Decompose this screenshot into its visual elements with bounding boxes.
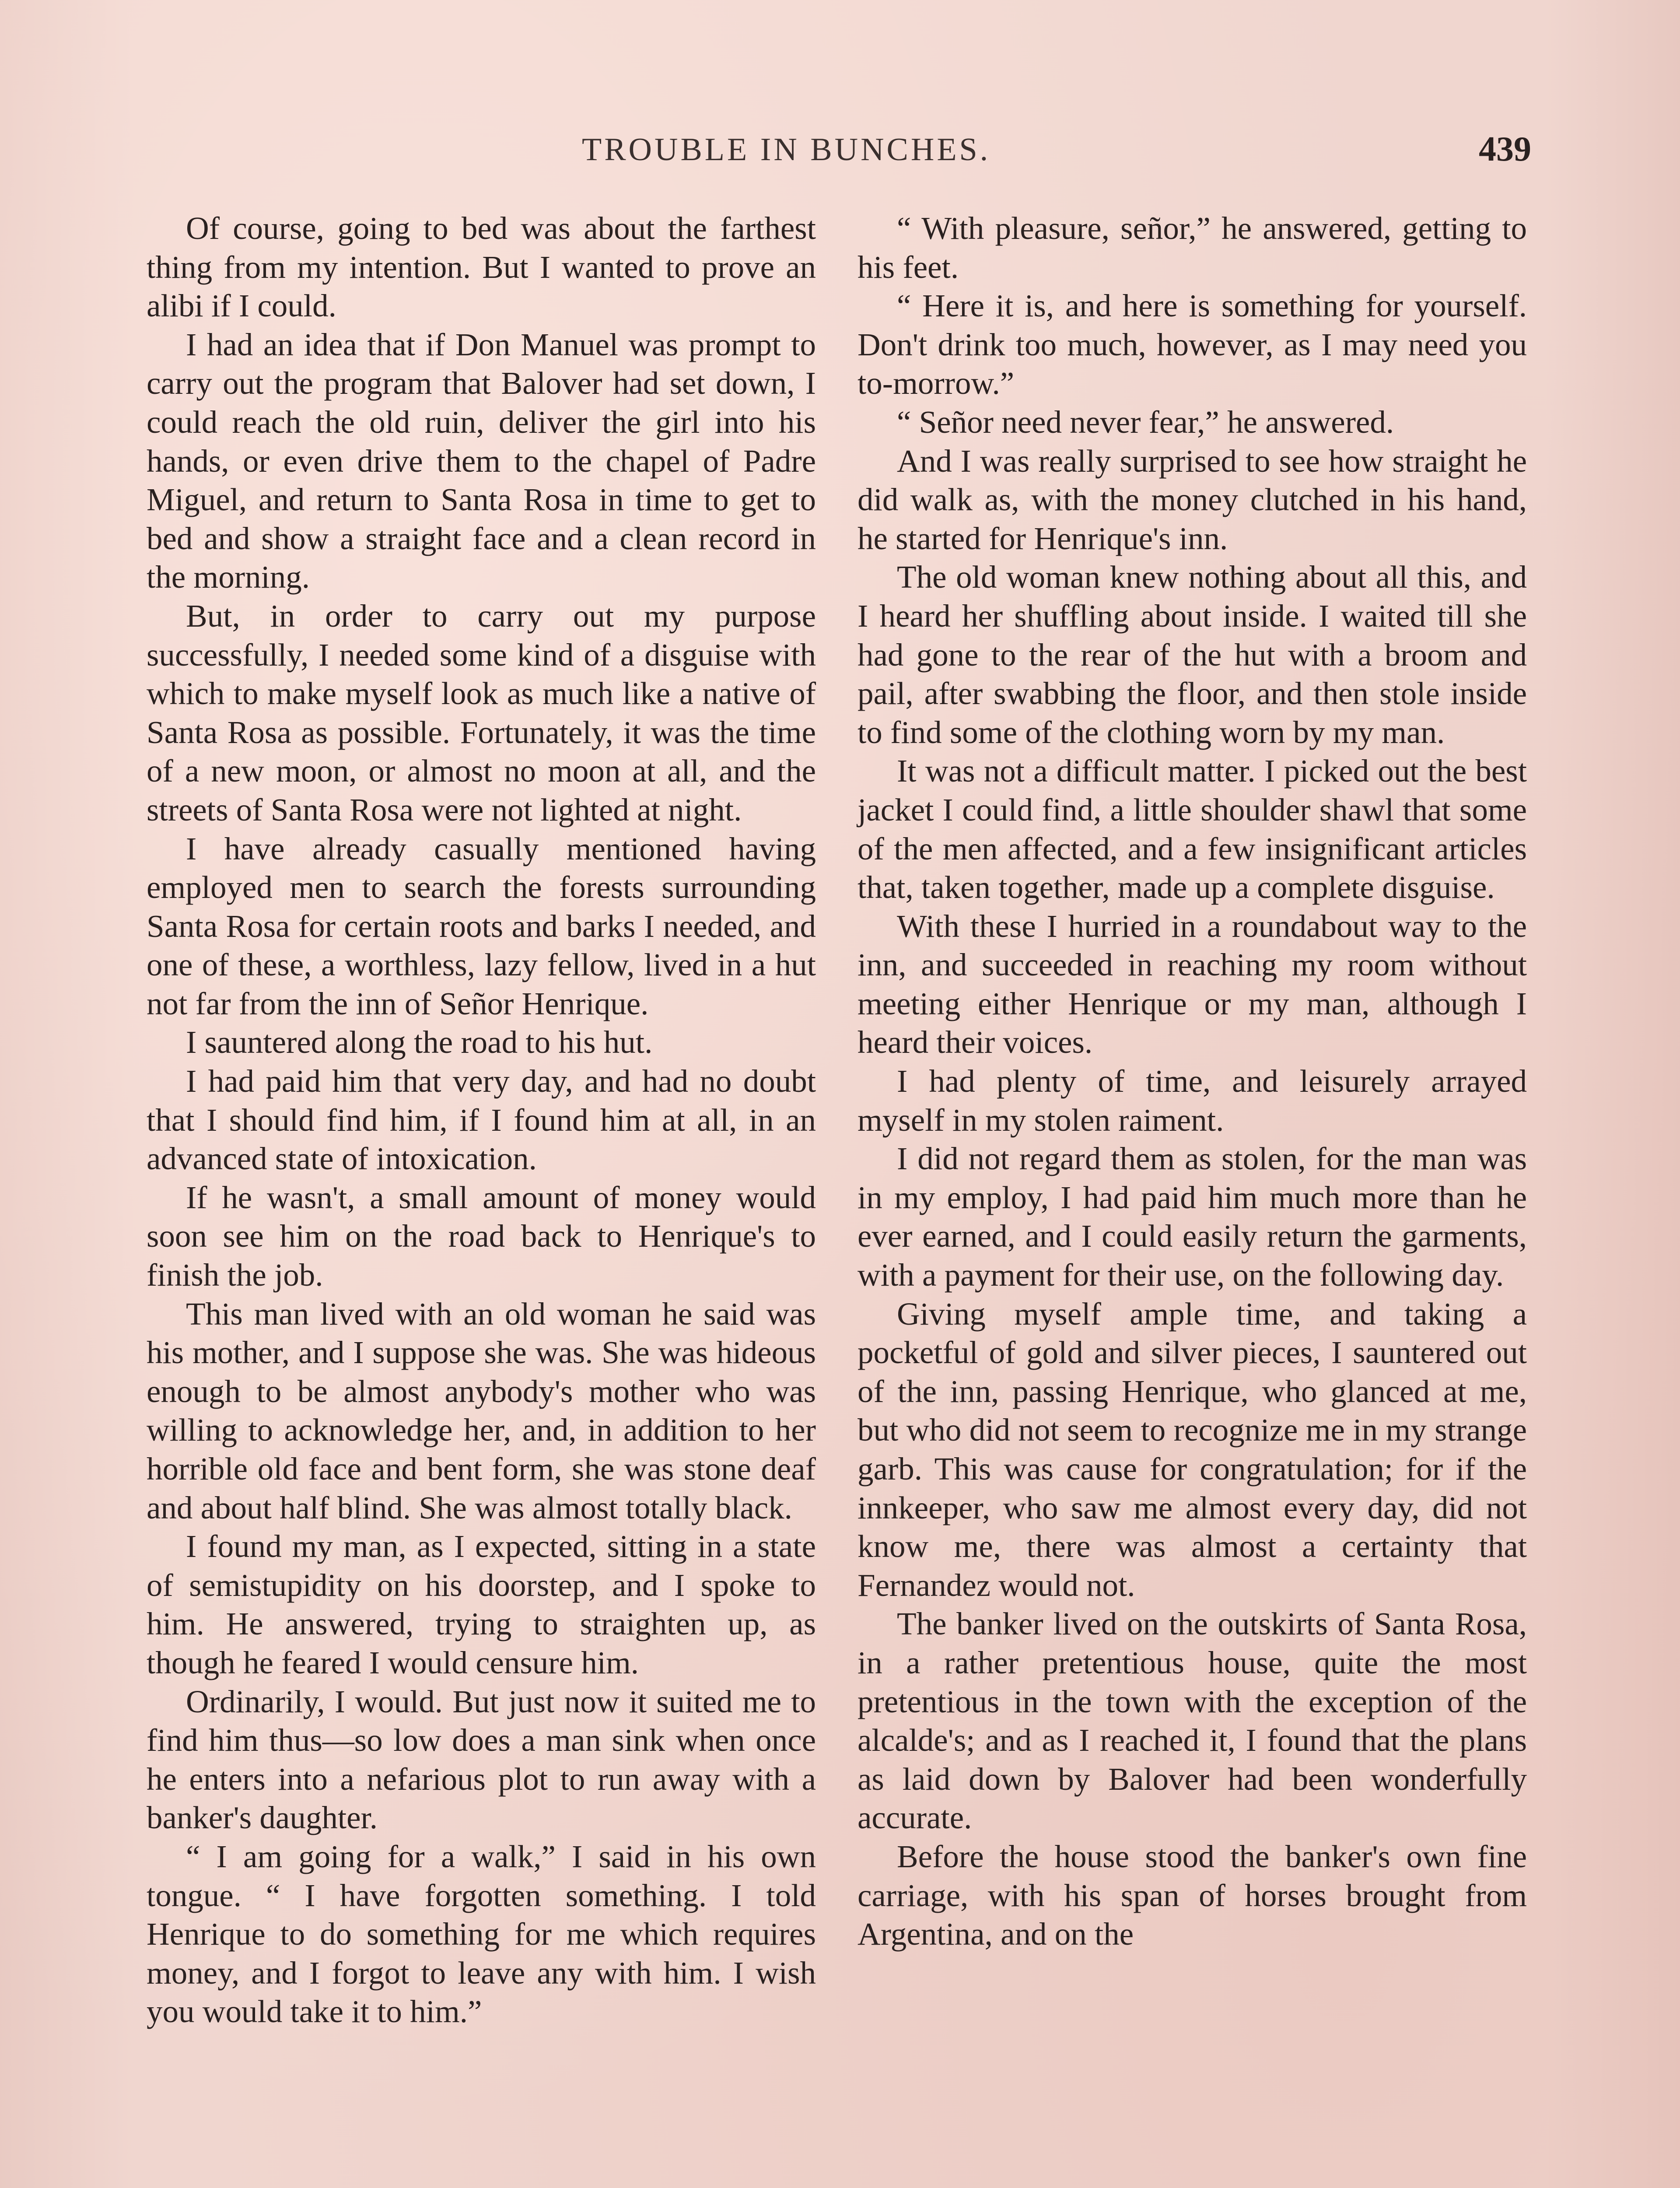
paragraph: I have already casually mentioned having employed men to search the forests surrounding Santa Rosa for certain roots and barks I needed, and one of these, a worthless, lazy fellow, lived in a hut not far from the inn of Señor Henrique. xyxy=(147,831,816,1021)
paragraph: “ I am going for a walk,” I said in his own tongue. “ I have forgotten something. I told Henrique to do something for me which requires money, and I forgot to leave any with him. I wish you would take it to him.” xyxy=(147,1838,816,2030)
paragraph: The old woman knew nothing about all this, and I heard her shuffling about inside. I waited till she had gone to the rear of the hut with a broom and pail, after swabbing the floor, and then stole inside to find some of the clothing worn by my man. xyxy=(858,559,1527,750)
paragraph: “ With pleasure, señor,” he answered, getting to his feet. xyxy=(858,210,1527,285)
running-head: TROUBLE IN BUNCHES. xyxy=(582,132,991,168)
right-column xyxy=(858,209,1527,1954)
paragraph: I found my man, as I expected, sitting in a state of semistupidity on his doorstep, and I spoke to him. He answered, trying to straighten up, as though he feared I would censure him. xyxy=(147,1529,816,1680)
paragraph: Of course, going to bed was about the farthest thing from my intention. But I wanted to prove an alibi if I could. xyxy=(147,210,816,324)
paragraph: The banker lived on the outskirts of Santa Rosa, in a rather pretentious house, quite the most pretentious in the town with the exception of the alcalde's; and as I reached it, I found that the plans as laid down by Balover had been wonderfully accurate. xyxy=(858,1606,1527,1836)
left-column xyxy=(147,209,816,2031)
paragraph: I had paid him that very day, and had no doubt that I should find him, if I found him at all, in an advanced state of intoxication. xyxy=(147,1063,816,1177)
paragraph: If he wasn't, a small amount of money would soon see him on the road back to Henrique's to finish the job. xyxy=(147,1179,816,1293)
paragraph: Ordinarily, I would. But just now it suited me to find him thus—so low does a man sink when once he enters into a nefarious plot to run away with a banker's daughter. xyxy=(147,1683,816,1836)
paragraph: But, in order to carry out my purpose successfully, I needed some kind of a disguise with which to make myself look as much like a native of Santa Rosa as possible. Fortunately, it was the time of a new moon, or almost no moon at all, and the streets of Santa Rosa were not lighted at night. xyxy=(147,598,816,828)
paragraph: I did not regard them as stolen, for the man was in my employ, I had paid him much more than he ever earned, and I could easily return the garments, with a payment for their use, on the following day. xyxy=(858,1141,1527,1293)
paragraph: I had plenty of time, and leisurely arrayed myself in my stolen raiment. xyxy=(858,1063,1527,1138)
paragraph: Before the house stood the banker's own fine carriage, with his span of horses brought from Argentina, and on the xyxy=(858,1838,1527,1952)
paragraph: This man lived with an old woman he said was his mother, and I suppose she was. She was hideous enough to be almost anybody's mother who was willing to acknowledge her, and, in addition to her horrible old face and bent form, she was stone deaf and about half blind. She was almost totally black. xyxy=(147,1296,816,1525)
paragraph: Giving myself ample time, and taking a pocketful of gold and silver pieces, I sauntered out of the inn, passing Henrique, who glanced at me, but who did not seem to recognize me in my strange garb. This was cause for congratulation; for if the innkeeper, who saw me almost every day, did not know me, there was almost a certainty that Fernandez would not. xyxy=(858,1296,1527,1603)
paragraph: I sauntered along the road to his hut. xyxy=(186,1024,653,1060)
paragraph: It was not a difficult matter. I picked out the best jacket I could find, a little shoulder shawl that some of the men affected, and a few insignificant articles that, taken together, made up a complete disguise. xyxy=(858,753,1527,905)
paragraph: I had an idea that if Don Manuel was prompt to carry out the program that Balover had set down, I could reach the old ruin, deliver the girl into his hands, or even drive them to the chapel of Padre Miguel, and return to Santa Rosa in time to get to bed and show a straight face and a clean record in the morning. xyxy=(147,326,816,595)
paragraph: “ Here it is, and here is something for yourself. Don't drink too much, however, as I may need you to-morrow.” xyxy=(858,288,1527,401)
paragraph: “ Señor need never fear,” he answered. xyxy=(897,404,1394,440)
paragraph: With these I hurried in a roundabout way to the inn, and succeeded in reaching my room without meeting either Henrique or my man, although I heard their voices. xyxy=(858,908,1527,1060)
paragraph: And I was really surprised to see how straight he did walk as, with the money clutched in his hand, he started for Henrique's inn. xyxy=(858,443,1527,556)
page-number: 439 xyxy=(1479,130,1531,168)
